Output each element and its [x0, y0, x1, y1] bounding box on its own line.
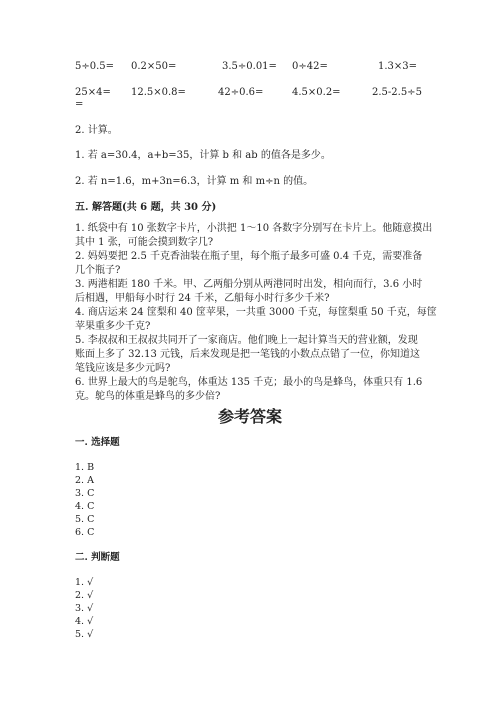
- answer-item: 5. C: [75, 514, 95, 525]
- question-text: 其中 1 张，可能会摸到数字几?: [75, 237, 214, 248]
- answer-item: 6. C: [75, 527, 95, 538]
- calc-cell: 1.3×3=: [378, 61, 418, 72]
- question-text: 克。鸵鸟的体重是蜂鸟的多少倍?: [75, 391, 221, 402]
- question-text: 2. 妈妈要把 2.5 千克香油装在瓶子里，每个瓶子最多可盛 0.4 千克，需要准备: [75, 251, 423, 262]
- question-text: 4. 商店运来 24 筐梨和 40 筐苹果，一共重 3000 千克，每筐梨重 50 千克，每筐: [75, 307, 437, 318]
- answer-item: 2. A: [75, 475, 94, 486]
- answers-section-heading: 一. 选择题: [75, 437, 120, 448]
- section-heading: 2. 计算。: [75, 125, 118, 136]
- calc-cell-tail: =: [75, 99, 84, 110]
- answer-item: 4. C: [75, 501, 95, 512]
- question-text: 后相遇，甲船每小时行 24 千米，乙船每小时行多少千米?: [75, 293, 330, 304]
- calc-cell: 0÷42=: [292, 61, 328, 72]
- calc-cell: 4.5×0.2=: [292, 87, 341, 98]
- answer-item: 4. √: [75, 616, 94, 627]
- question-text: 几个瓶子?: [75, 265, 121, 276]
- calc-cell: 3.5÷0.01=: [222, 61, 277, 72]
- calc-cell: 5÷0.5=: [75, 61, 115, 72]
- answer-item: 3. C: [75, 488, 95, 499]
- section-heading: 五. 解答题(共 6 题，共 30 分): [75, 202, 217, 213]
- answer-item: 1. √: [75, 577, 94, 588]
- calc-cell: 25×4=: [75, 87, 111, 98]
- answer-item: 5. √: [75, 629, 94, 640]
- question-text: 1. 若 a=30.4，a+b=35，计算 b 和 ab 的值各是多少。: [75, 150, 331, 161]
- question-text: 1. 纸袋中有 10 张数字卡片，小洪把 1～10 各数字分别写在卡片上。他随意摸出: [75, 223, 433, 234]
- question-text: 苹果重多少千克?: [75, 321, 151, 332]
- answer-item: 3. √: [75, 603, 94, 614]
- question-text: 笔钱应该是多少元吗?: [75, 363, 171, 374]
- calc-cell: 12.5×0.8=: [131, 87, 186, 98]
- calc-cell: 0.2×50=: [131, 61, 177, 72]
- answers-section-heading: 二. 判断题: [75, 552, 120, 563]
- answer-item: 2. √: [75, 590, 94, 601]
- answers-title: 参考答案: [217, 407, 282, 426]
- question-text: 2. 若 n=1.6，m+3n=6.3，计算 m 和 m÷n 的值。: [75, 176, 314, 187]
- question-text: 6. 世界上最大的鸟是鸵鸟，体重达 135 千克；最小的鸟是蜂鸟，体重只有 1.6: [75, 377, 423, 388]
- question-text: 5. 李叔叔和王叔叔共同开了一家商店。他们晚上一起计算当天的营业额，发现: [75, 335, 418, 346]
- calc-cell: 2.5-2.5÷5: [372, 87, 422, 98]
- answer-item: 1. B: [75, 462, 95, 473]
- question-text: 3. 两港相距 180 千米。甲、乙两船分别从两港同时出发，相向而行，3.6 小时: [75, 279, 423, 290]
- calc-cell: 42÷0.6=: [218, 87, 264, 98]
- question-text: 账面上多了 32.13 元钱，后来发现是把一笔钱的小数点点错了一位，你知道这: [75, 349, 420, 360]
